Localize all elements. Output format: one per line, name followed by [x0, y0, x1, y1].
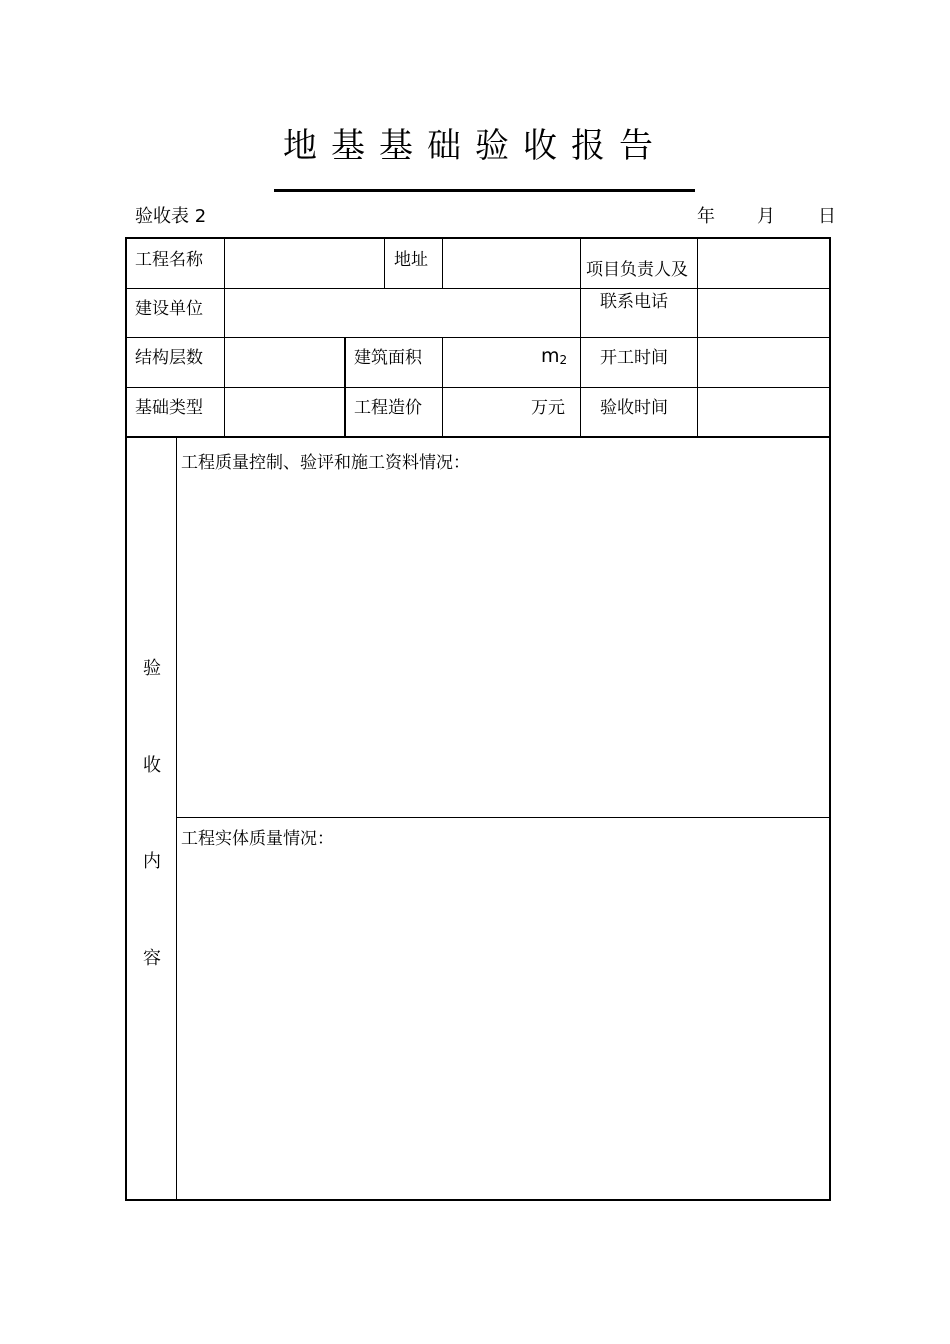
acceptance-time-label: 验收时间	[600, 398, 668, 418]
date-year-label: 年	[697, 206, 715, 227]
building-area-label: 建筑面积	[354, 348, 422, 368]
grid-line	[580, 238, 581, 437]
side-label-char-1: 验	[143, 658, 161, 679]
quality-control-heading: 工程质量控制、验评和施工资料情况：	[181, 453, 470, 473]
side-label-char-2: 收	[143, 755, 161, 776]
entity-quality-heading: 工程实体质量情况：	[181, 829, 334, 849]
grid-line	[225, 288, 830, 289]
form-number: 验收表 2	[135, 206, 207, 227]
page-title: 地基基础验收报告	[283, 126, 667, 166]
manager-label-line2: 联系电话	[600, 292, 668, 312]
grid-line	[176, 437, 177, 1200]
grid-line	[125, 288, 225, 289]
grid-line	[442, 238, 443, 288]
start-time-label: 开工时间	[600, 348, 668, 368]
construction-unit-label: 建设单位	[135, 299, 203, 319]
area-unit	[541, 344, 567, 372]
side-label-char-3: 内	[143, 851, 161, 872]
grid-line	[125, 387, 830, 388]
grid-line	[442, 337, 443, 437]
grid-line	[384, 238, 385, 288]
manager-label-line1: 项目负责人及	[586, 260, 688, 280]
grid-line	[344, 337, 346, 437]
structure-floors-label: 结构层数	[135, 348, 203, 368]
grid-line	[697, 238, 698, 437]
grid-line	[176, 817, 830, 818]
cost-unit: 万元	[531, 398, 565, 418]
grid-line	[125, 436, 830, 438]
grid-line	[125, 337, 830, 338]
date-day-label: 日	[818, 206, 836, 227]
area-unit-exponent: 2	[559, 353, 568, 367]
grid-line	[224, 238, 225, 437]
address-label: 地址	[394, 250, 428, 270]
report-table	[125, 237, 831, 1201]
project-cost-label: 工程造价	[354, 398, 422, 418]
foundation-type-label: 基础类型	[135, 398, 203, 418]
area-unit-base: m	[541, 345, 560, 367]
side-label-char-4: 容	[143, 948, 161, 969]
date-month-label: 月	[757, 206, 775, 227]
title-underline	[274, 189, 695, 192]
project-name-label: 工程名称	[135, 250, 203, 270]
